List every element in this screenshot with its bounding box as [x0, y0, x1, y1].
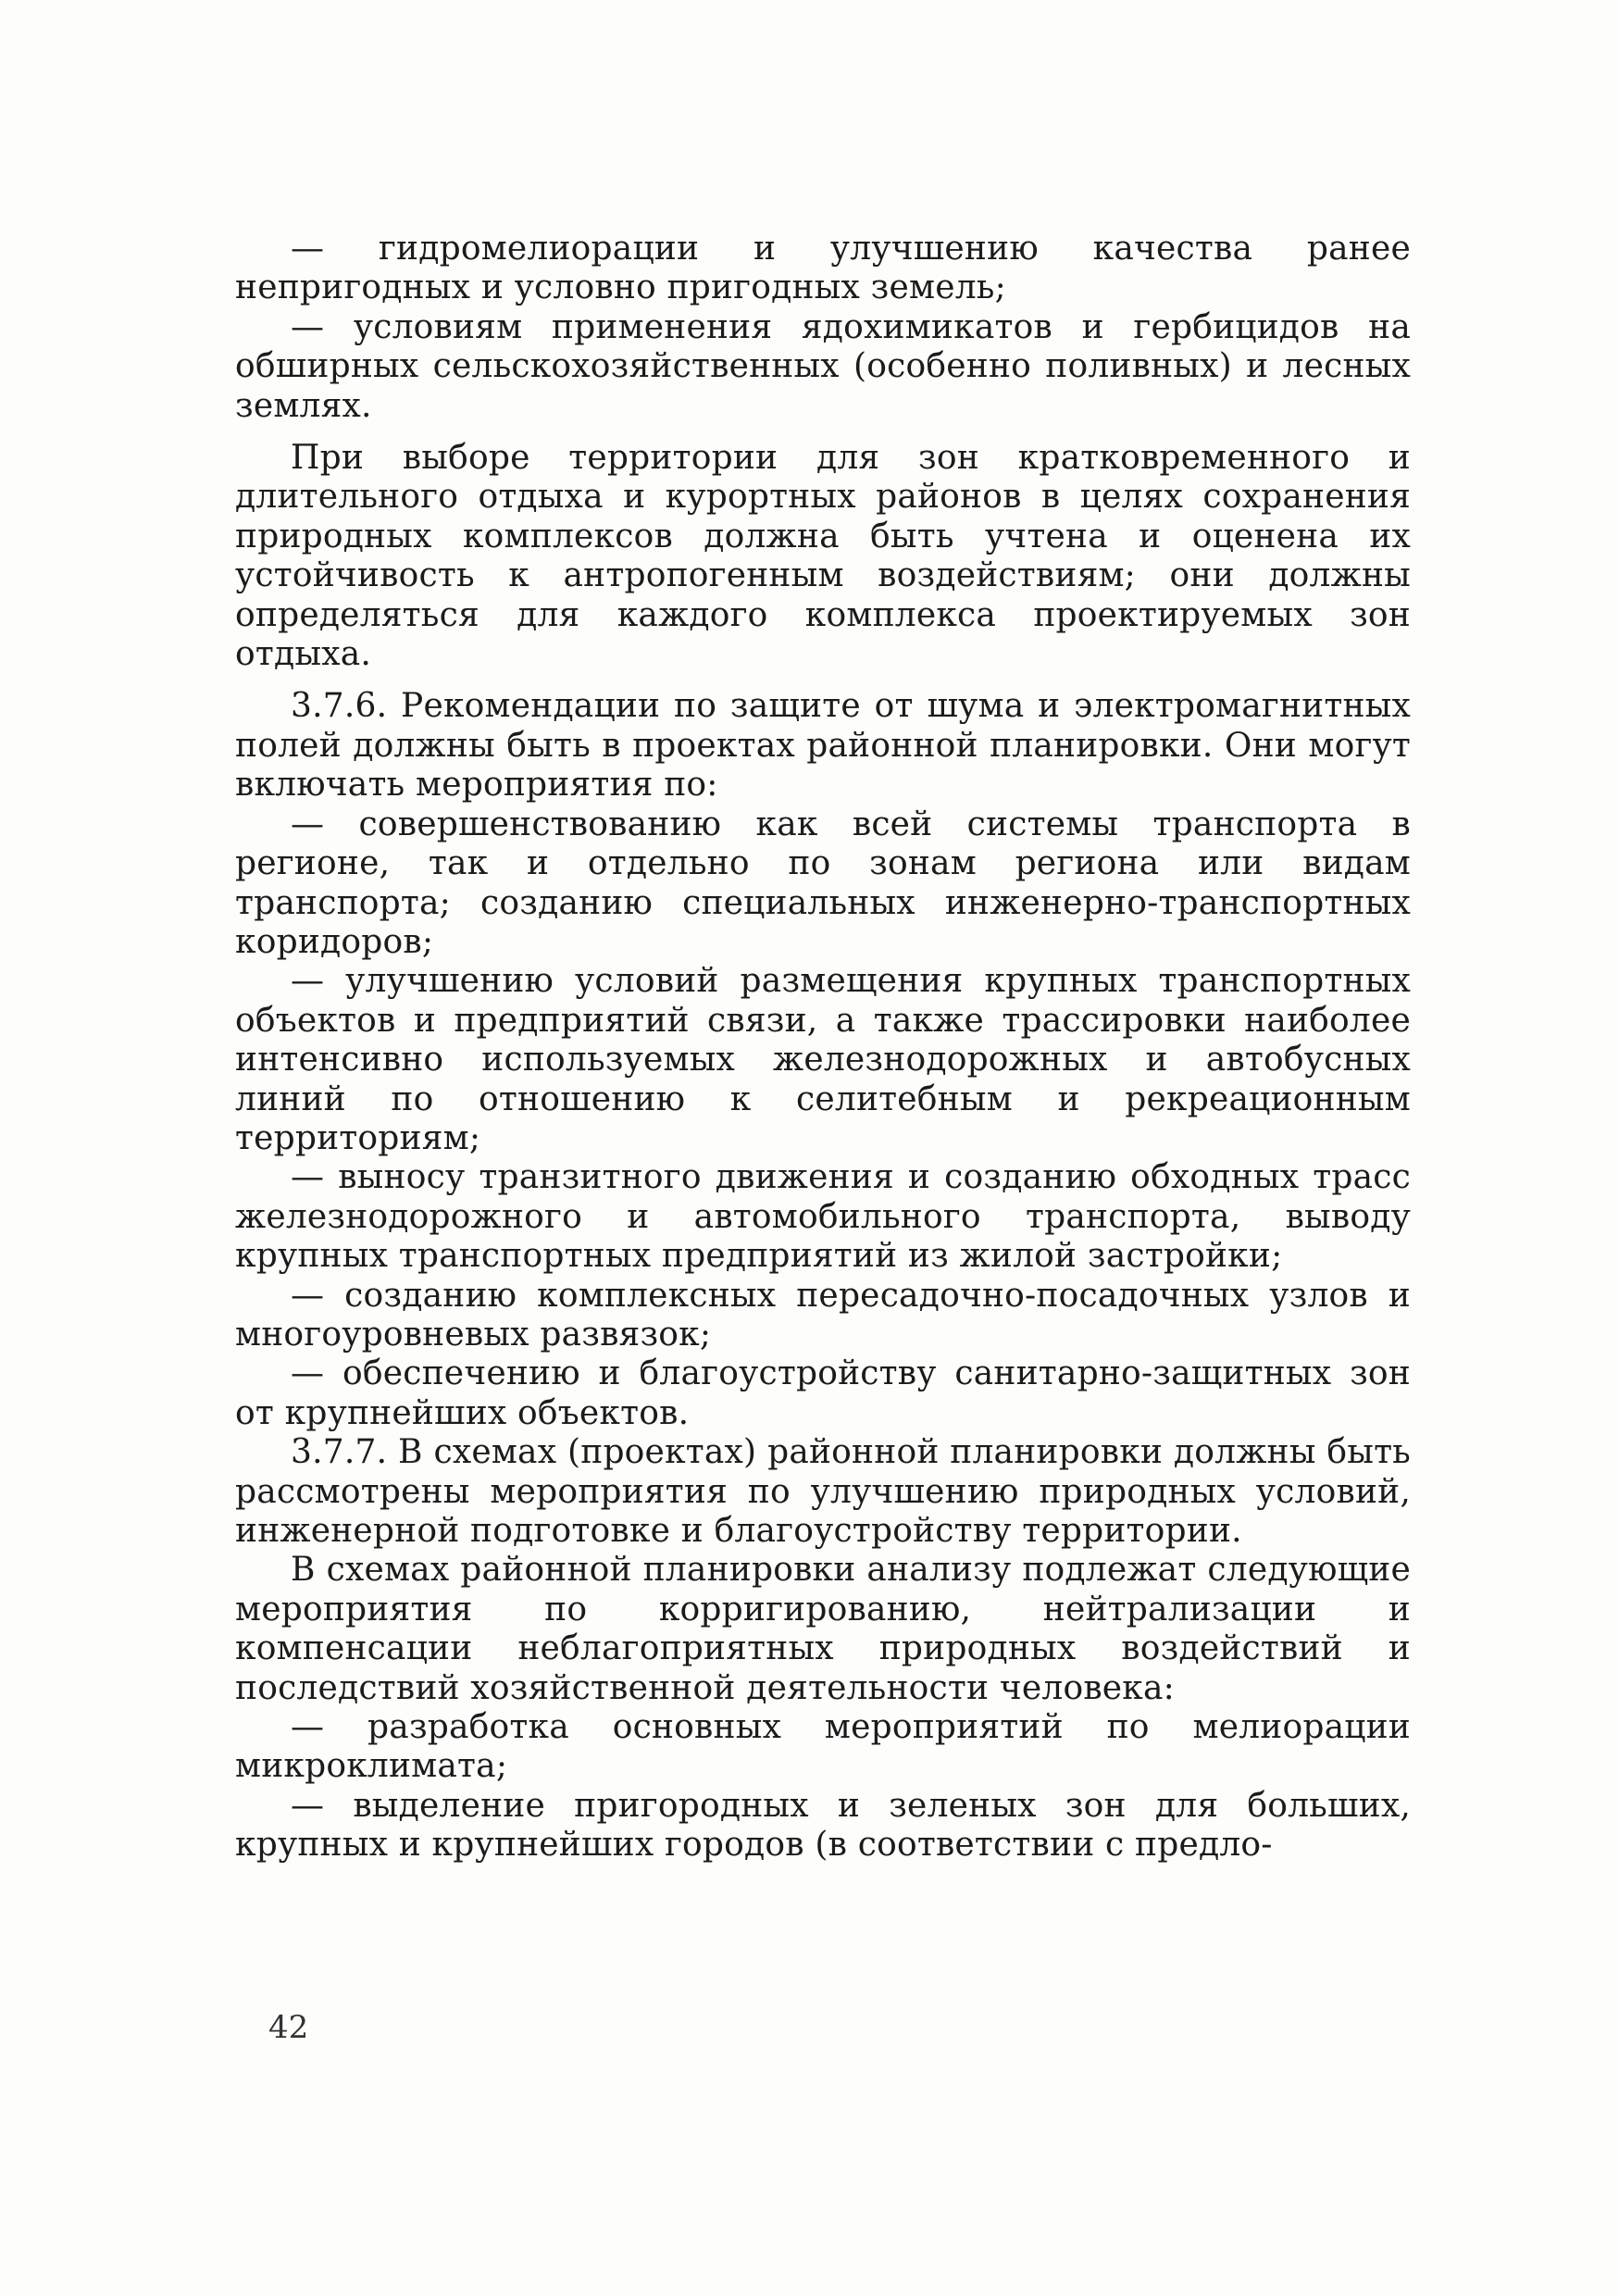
paragraph-land-reclamation: — гидромелиорации и улучшению качества ранее непригодных и условно пригодных земель; [235, 230, 1411, 307]
paragraph-recreation-zones: При выборе территории для зон кратковременного и длительного отдыха и курортных районов в целях сохранения природных комплексов должна быть учтена и оценена их устойчивость к антропогенным воздействиям; они должны определяться для каждого комплекса проектируемых зон отдыха. [235, 439, 1411, 674]
paragraph-transport-objects: — улучшению условий размещения крупных транспортных объектов и предприятий связи, а также трассировки наиболее интенсивно используемых железнодорожных и автобусных линий по отношению к селитебным и рекреационным территориям; [235, 962, 1411, 1157]
paragraph-interchanges: — созданию комплексных пересадочно-посадочных узлов и многоуровневых развязок; [235, 1276, 1411, 1354]
paragraph-regional-planning-analysis: В схемах районной планировки анализу подлежат следующие мероприятия по корригированию, нейтрализации и компенсации неблагоприятных природных воздействий и последствий хозяйственной деятельности человека: [235, 1551, 1411, 1707]
paragraph-section-3-7-6: 3.7.6. Рекомендации по защите от шума и электромагнитных полей должны быть в проектах районной планировки. Они могут включать мероприятия по: [235, 687, 1411, 805]
page-text [235, 230, 1411, 1866]
paragraph-sanitary-zones: — обеспечению и благоустройству санитарно-защитных зон от крупнейших объектов. [235, 1354, 1411, 1432]
page-number: 42 [268, 2009, 309, 2046]
paragraph-microclimate: — разработка основных мероприятий по мелиорации микроклимата; [235, 1708, 1411, 1786]
paragraph-transport-system: — совершенствованию как всей системы транспорта в регионе, так и отдельно по зонам региона или видам транспорта; созданию специальных инженерно-транспортных коридоров; [235, 805, 1411, 961]
paragraph-pesticides: — условиям применения ядохимикатов и гербицидов на обширных сельскохозяйственных (особенно поливных) и лесных землях. [235, 307, 1411, 425]
paragraph-transit-traffic: — выносу транзитного движения и созданию обходных трасс железнодорожного и автомобильного транспорта, выводу крупных транспортных предприятий из жилой застройки; [235, 1158, 1411, 1276]
paragraph-green-zones: — выделение пригородных и зеленых зон для больших, крупных и крупнейших городов (в соответствии с предло- [235, 1786, 1411, 1865]
paragraph-section-3-7-7: 3.7.7. В схемах (проектах) районной планировки должны быть рассмотрены мероприятия по улучшению природных условий, инженерной подготовке и благоустройству территории. [235, 1433, 1411, 1550]
